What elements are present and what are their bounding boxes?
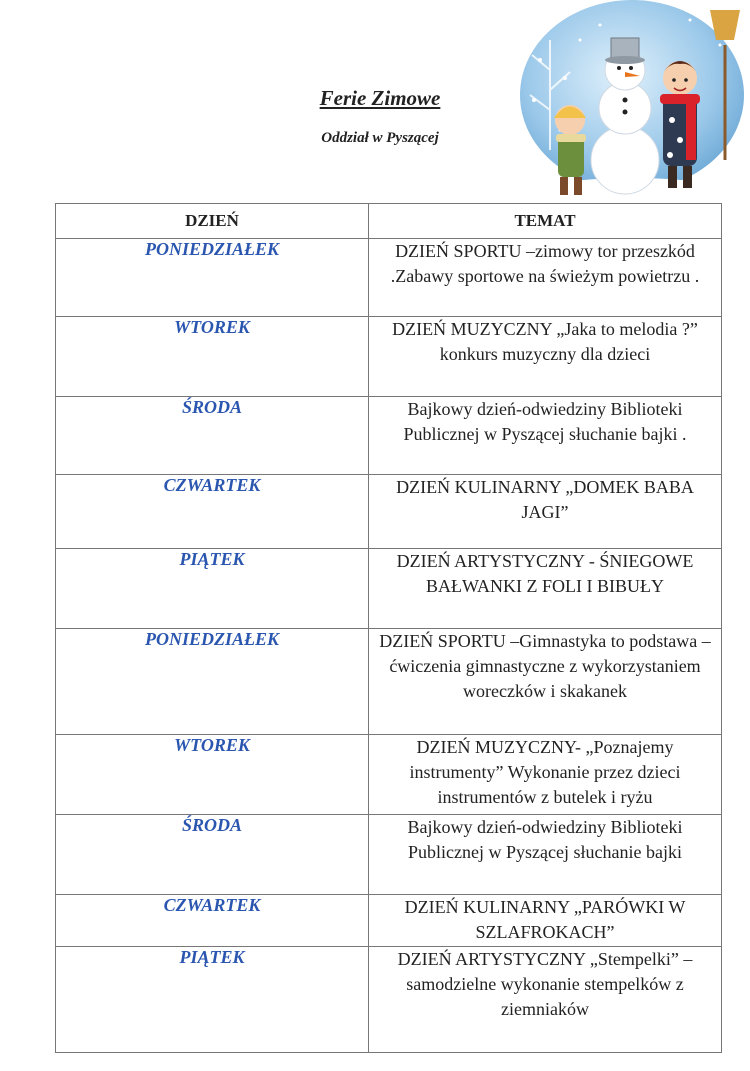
- day-cell: WTOREK: [56, 317, 369, 397]
- topic-cell: DZIEŃ SPORTU –zimowy tor przeszkód .Zabawy sportowe na świeżym powietrzu .: [369, 239, 722, 317]
- table-header-row: [56, 204, 722, 239]
- day-cell: PONIEDZIAŁEK: [56, 239, 369, 317]
- page-title: Ferie Zimowe: [319, 86, 441, 110]
- topic-cell: DZIEŃ SPORTU –Gimnastyka to podstawa –ćwiczenia gimnastyczne z wykorzystaniem woreczków i skakanek: [369, 629, 722, 735]
- day-cell: PIĄTEK: [56, 947, 369, 1053]
- snowman-children-illustration: [520, 0, 750, 212]
- column-header-day: DZIEŃ: [56, 204, 369, 239]
- table-row: [56, 549, 722, 629]
- topic-cell: DZIEŃ MUZYCZNY- „Poznajemy instrumenty” Wykonanie przez dzieci instrumentów z butelek i ryżu: [369, 735, 722, 815]
- topic-cell: Bajkowy dzień-odwiedziny Biblioteki Publicznej w Pyszącej słuchanie bajki .: [369, 397, 722, 475]
- table-row: [56, 735, 722, 815]
- day-cell: CZWARTEK: [56, 475, 369, 549]
- topic-cell: DZIEŃ MUZYCZNY „Jaka to melodia ?” konkurs muzyczny dla dzieci: [369, 317, 722, 397]
- day-cell: PIĄTEK: [56, 549, 369, 629]
- day-cell: ŚRODA: [56, 815, 369, 895]
- table-row: [56, 629, 722, 735]
- table-row: [56, 239, 722, 317]
- day-cell: ŚRODA: [56, 397, 369, 475]
- table-row: [56, 475, 722, 549]
- topic-cell: DZIEŃ KULINARNY „PARÓWKI W SZLAFROKACH”: [369, 895, 722, 947]
- table-row: [56, 895, 722, 947]
- topic-cell: Bajkowy dzień-odwiedziny Biblioteki Publicznej w Pyszącej słuchanie bajki: [369, 815, 722, 895]
- table-row: [56, 947, 722, 1053]
- table-row: [56, 397, 722, 475]
- topic-cell: DZIEŃ ARTYSTYCZNY - ŚNIEGOWE BAŁWANKI Z FOLI I BIBUŁY: [369, 549, 722, 629]
- topic-cell: DZIEŃ ARTYSTYCZNY „Stempelki” –samodzielne wykonanie stempelków z ziemniaków: [369, 947, 722, 1053]
- schedule-table: [55, 203, 722, 1053]
- day-cell: CZWARTEK: [56, 895, 369, 947]
- day-cell: PONIEDZIAŁEK: [56, 629, 369, 735]
- column-header-topic: TEMAT: [369, 204, 722, 239]
- table-row: [56, 815, 722, 895]
- table-row: [56, 317, 722, 397]
- page-subtitle: Oddział w Pyszącej: [321, 130, 439, 146]
- day-cell: WTOREK: [56, 735, 369, 815]
- topic-cell: DZIEŃ KULINARNY „DOMEK BABA JAGI”: [369, 475, 722, 549]
